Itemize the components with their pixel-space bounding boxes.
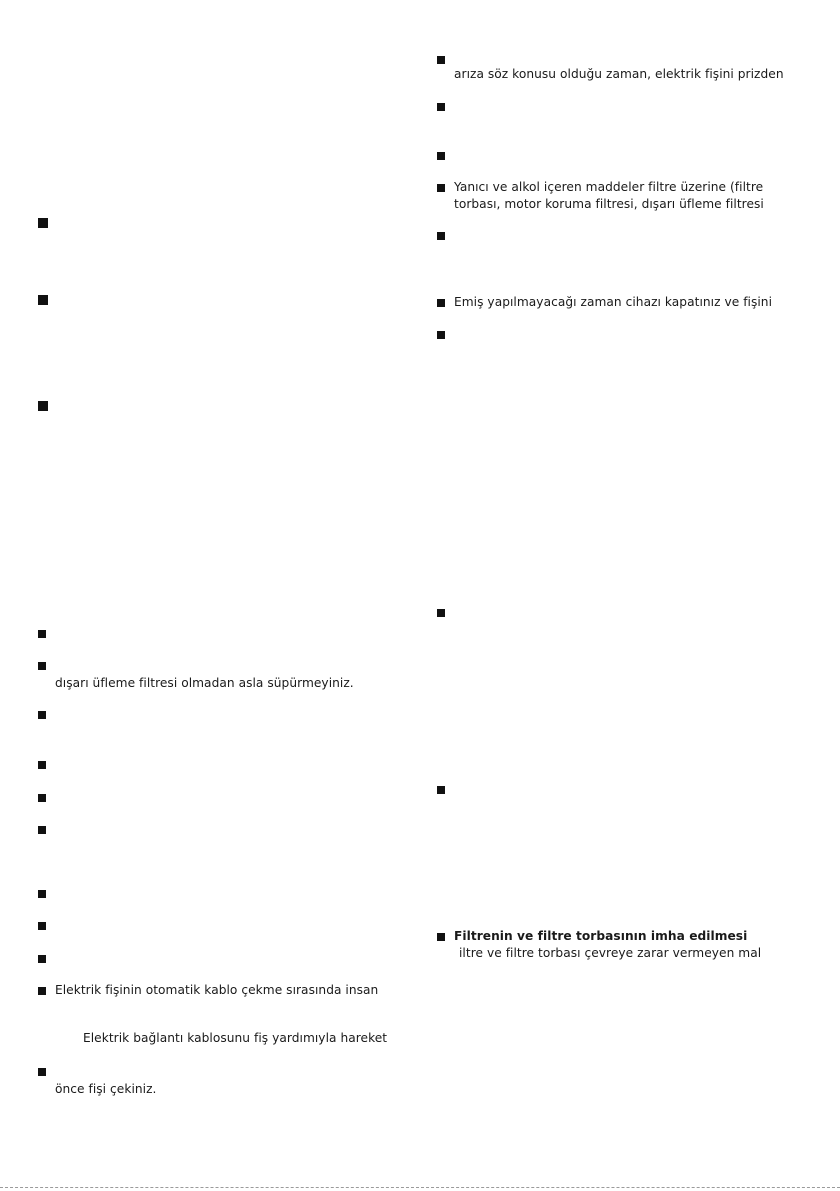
bullet-icon <box>437 786 445 794</box>
right-item-1-line-2: arıza söz konusu olduğu zaman, elektrik fişini prizden <box>454 67 784 81</box>
bullet-icon <box>437 184 445 192</box>
bullet-icon <box>38 761 46 769</box>
bullet-icon <box>38 401 48 411</box>
bullet-icon <box>38 922 46 930</box>
left-item-b-line-2: dışarı üfleme filtresi olmadan asla süpürmeyiniz. <box>55 676 354 690</box>
left-item-l-line-2: önce fişi çekiniz. <box>55 1082 157 1096</box>
bullet-icon <box>38 890 46 898</box>
right-item-4-line-1: Yanıcı ve alkol içeren maddeler filtre üzerine (filtre <box>454 180 764 194</box>
bullet-icon <box>437 103 445 111</box>
bullet-icon <box>437 609 445 617</box>
page-bottom-rule <box>0 1187 840 1188</box>
bullet-icon <box>38 826 46 834</box>
bullet-icon <box>38 711 46 719</box>
left-item-k-subline: Elektrik bağlantı kablosunu fiş yardımıyla hareket <box>83 1031 388 1045</box>
bullet-icon <box>38 218 48 228</box>
bullet-icon <box>38 295 48 305</box>
disposal-text: iltre ve filtre torbası çevreye zarar vermeyen mal <box>459 946 762 960</box>
bullet-icon <box>38 794 46 802</box>
bullet-icon <box>38 1068 46 1076</box>
bullet-icon <box>38 630 46 638</box>
bullet-icon <box>437 232 445 240</box>
bullet-icon <box>437 56 445 64</box>
bullet-icon <box>437 152 445 160</box>
disposal-heading: Filtrenin ve filtre torbasının imha edilmesi <box>454 929 748 943</box>
bullet-icon <box>437 331 445 339</box>
bullet-icon <box>437 933 445 941</box>
bullet-icon <box>437 299 445 307</box>
bullet-icon <box>38 987 46 995</box>
bullet-icon <box>38 955 46 963</box>
left-item-k-line-1: Elektrik fişinin otomatik kablo çekme sırasında insan <box>55 983 379 997</box>
bullet-icon <box>38 662 46 670</box>
right-item-4-line-2: torbası, motor koruma filtresi, dışarı üfleme filtresi <box>454 197 764 211</box>
right-item-6-line-1: Emiş yapılmayacağı zaman cihazı kapatınız ve fişini <box>454 295 773 309</box>
